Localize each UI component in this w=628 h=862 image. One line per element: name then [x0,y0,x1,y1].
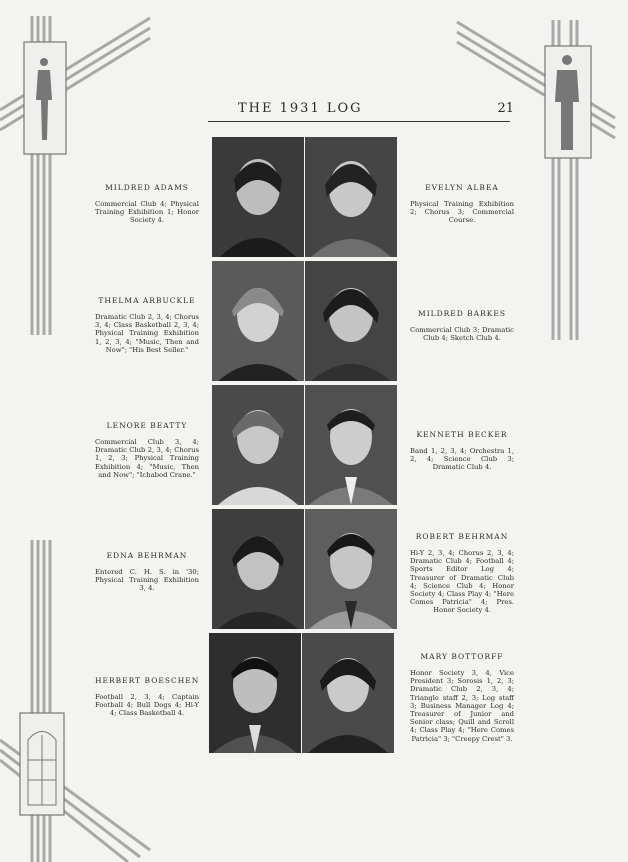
student-name: THELMA ARBUCKLE [98,296,196,305]
student-photo-barkes [305,261,397,381]
header-rule [208,121,510,122]
student-name: MARY BOTTORFF [420,652,504,661]
page-header [238,101,514,121]
student-photo-bottorff [302,633,394,753]
student-name: EDNA BEHRMAN [106,551,188,560]
student-photo-rbehrman [305,509,397,629]
student-activities: Commercial Club 4; Physical Training Exhibition 1; Honor Society 4. [95,200,199,225]
student-activities: Hi-Y 2, 3, 4; Chorus 2, 3, 4; Dramatic Club 4; Football 4; Sports Editor Log 4; Treasurer of Dramatic Club 4; Science Club 4; Honor Society 4; Class Play 4; "Here Comes Patricia" 4; Pres. Honor Society 4. [410,549,514,615]
student-name: EVELYN ALBEA [425,183,499,192]
student-entry [95,296,199,354]
student-activities: Physical Training Exhibition 2; Chorus 3; Commercial Course. [410,200,514,225]
student-activities: Entered C. H. S. in '30; Physical Training Exhibition 3, 4. [95,568,199,593]
student-entry [410,430,514,472]
student-photo-adams [212,137,304,257]
student-entry [95,551,199,593]
student-activities: Commercial Club 3, 4; Dramatic Club 2, 3, 4; Chorus 1, 2, 3; Physical Training Exhibition 4; "Music, Then and Now"; "Ichabod Crane." [95,438,199,479]
student-photo-arbuckle [212,261,304,381]
student-name: HERBERT BOESCHEN [95,676,200,685]
student-activities: Band 1, 2, 3, 4; Orchestra 1, 2, 4; Science Club 3; Dramatic Club 4. [410,447,514,472]
top-right-ornament [455,0,628,345]
student-activities: Commercial Club 3; Dramatic Club 4; Sketch Club 4. [410,326,514,343]
student-name: LENORE BEATTY [106,421,188,430]
student-photo-kbecker [305,385,397,505]
page-title: THE 1931 LOG [238,101,363,116]
student-entry [410,532,514,615]
student-name: MILDRED BARKES [418,309,506,318]
student-activities: Football 2, 3, 4; Captain Football 4; Bull Dogs 4; Hi-Y 4; Class Basketball 4. [95,693,199,718]
student-activities: Dramatic Club 2, 3, 4; Chorus 3, 4; Class Basketball 2, 3, 4; Physical Training Exhibition 1, 2, 3, 4; "Music, Then and Now"; "His Best Seller." [95,313,199,354]
student-name: ROBERT BEHRMAN [415,532,509,541]
student-name: MILDRED ADAMS [105,183,189,192]
student-entry [95,676,199,718]
student-photo-albea [305,137,397,257]
top-left-ornament [0,0,160,340]
student-activities: Honor Society 3, 4, Vice President 3; Sorosis 1, 2, 3; Dramatic Club 2, 3, 4; Triangle staff 2, 3; Log staff 3; Business Manager Log 4; Treasurer of Junior and Senior class; Quill and Scroll 4; Class Play 4; "Here Comes Patricia" 3; "Creepy Crest" 3. [410,669,514,743]
student-photo-ebehrman [212,509,304,629]
page-number: 21 [497,101,514,116]
student-entry [410,652,514,743]
student-entry [410,309,514,342]
student-name: KENNETH BECKER [416,430,508,439]
student-entry [95,183,199,225]
student-entry [410,183,514,225]
student-entry [95,421,199,479]
student-photo-beatty [212,385,304,505]
student-photo-boeschen [209,633,301,753]
